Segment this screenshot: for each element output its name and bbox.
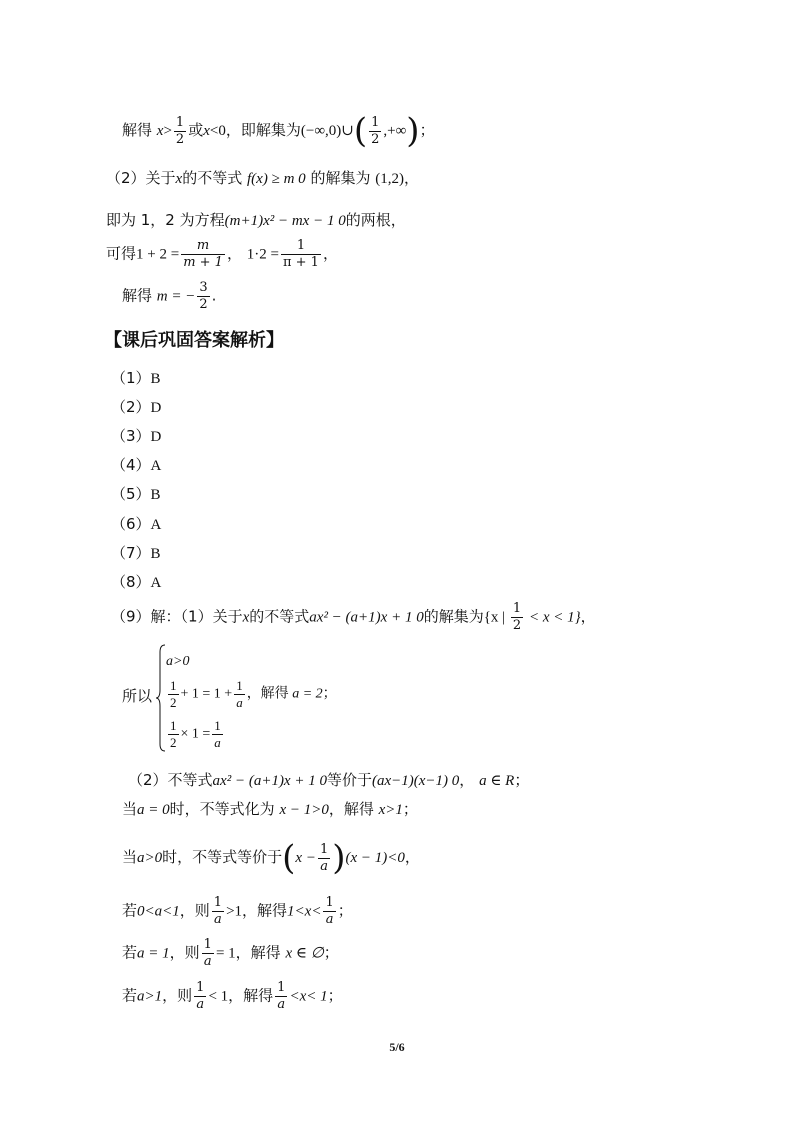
left-brace-icon [156, 644, 166, 752]
answer-item-5: （5）B [111, 485, 161, 503]
line-roots: 即为 1，2 为方程(m+1)x² − mx − 1 0的两根， [106, 211, 406, 229]
section-title: 【课后巩固答案解析】 [104, 330, 284, 351]
answer-item-6: （6）A [111, 515, 162, 533]
subcase-a-between-0-1: 若0<a<1，则 $\frac{1}{a}$ >1，解得1<x< $\frac{1}{a}$ ； [122, 895, 353, 927]
line-solution-1: 解得 x> $\frac{1}{2}$ 或x<0，即解集为(−∞,0)∪( $\frac{1}{2}$ ,+∞)； [122, 111, 435, 151]
subcase-a-equals-1: 若a = 1，则 $\frac{1}{a}$ = 1，解得 x ∈ ∅； [122, 937, 339, 969]
system-row-2: $\frac{1}{2}$ + 1 = 1 + $\frac{1}{a}$ ，解得 a = 2； [170, 678, 337, 710]
q9-part-2: （2）不等式ax² − (a+1)x + 1 0等价于(ax−1)(x−1) 0， a ∈ R； [128, 771, 530, 789]
line-m-result: 解得 m = − $\frac{3}{2}$ . [122, 280, 217, 312]
answer-item-8: （8）A [111, 573, 162, 591]
fraction-three-halves: $\frac{3}{2}$ [199, 280, 208, 312]
subcase-a-greater-1: 若a>1，则 $\frac{1}{a}$ < 1，解得 $\frac{1}{a}$ <x< 1； [122, 980, 343, 1012]
fraction-m-over-m-plus-1: $\frac{m}{m + 1}$ [183, 238, 223, 270]
case-a-zero: 当a = 0时，不等式化为 x − 1>0，解得 x>1； [122, 800, 418, 818]
system-row-3: $\frac{1}{2}$ × 1 = $\frac{1}{a}$ [170, 718, 221, 750]
equation-system [156, 644, 376, 754]
answer-item-3: （3）D [111, 427, 162, 445]
answer-item-4: （4）A [111, 456, 162, 474]
fraction-half: $\frac{1}{2}$ [175, 114, 185, 147]
answer-item-1: （1）B [111, 369, 161, 387]
fraction-half: $\frac{1}{2}$ [371, 114, 380, 147]
system-row-1: a>0 [166, 654, 190, 669]
answer-item-2: （2）D [111, 398, 162, 416]
q9-so-label: 所以 [122, 687, 153, 705]
line-vieta: 可得1 + 2 = $\frac{m}{m + 1}$ ， 1·2 = $\frac{1}{\pi + 1}$ ， [106, 238, 338, 270]
fraction-half: $\frac{1}{2}$ [512, 601, 522, 633]
case-a-positive: 当a>0时，不等式等价于(x − $\frac{1}{a}$ )(x − 1)<0， [122, 838, 420, 878]
q9-intro: （9）解：（1）关于x的不等式ax² − (a+1)x + 1 0的解集为{x | $\frac{1}{2}$ < x < 1}， [111, 601, 596, 633]
fraction-1-over-pi-plus-1: $\frac{1}{\pi + 1}$ [282, 238, 319, 270]
page-number: 5/6 [389, 1040, 405, 1054]
line-part-2: （2）关于x的不等式 f(x) ≥ m 0 的解集为 (1,2)， [106, 169, 419, 187]
answer-item-7: （7）B [111, 544, 161, 562]
